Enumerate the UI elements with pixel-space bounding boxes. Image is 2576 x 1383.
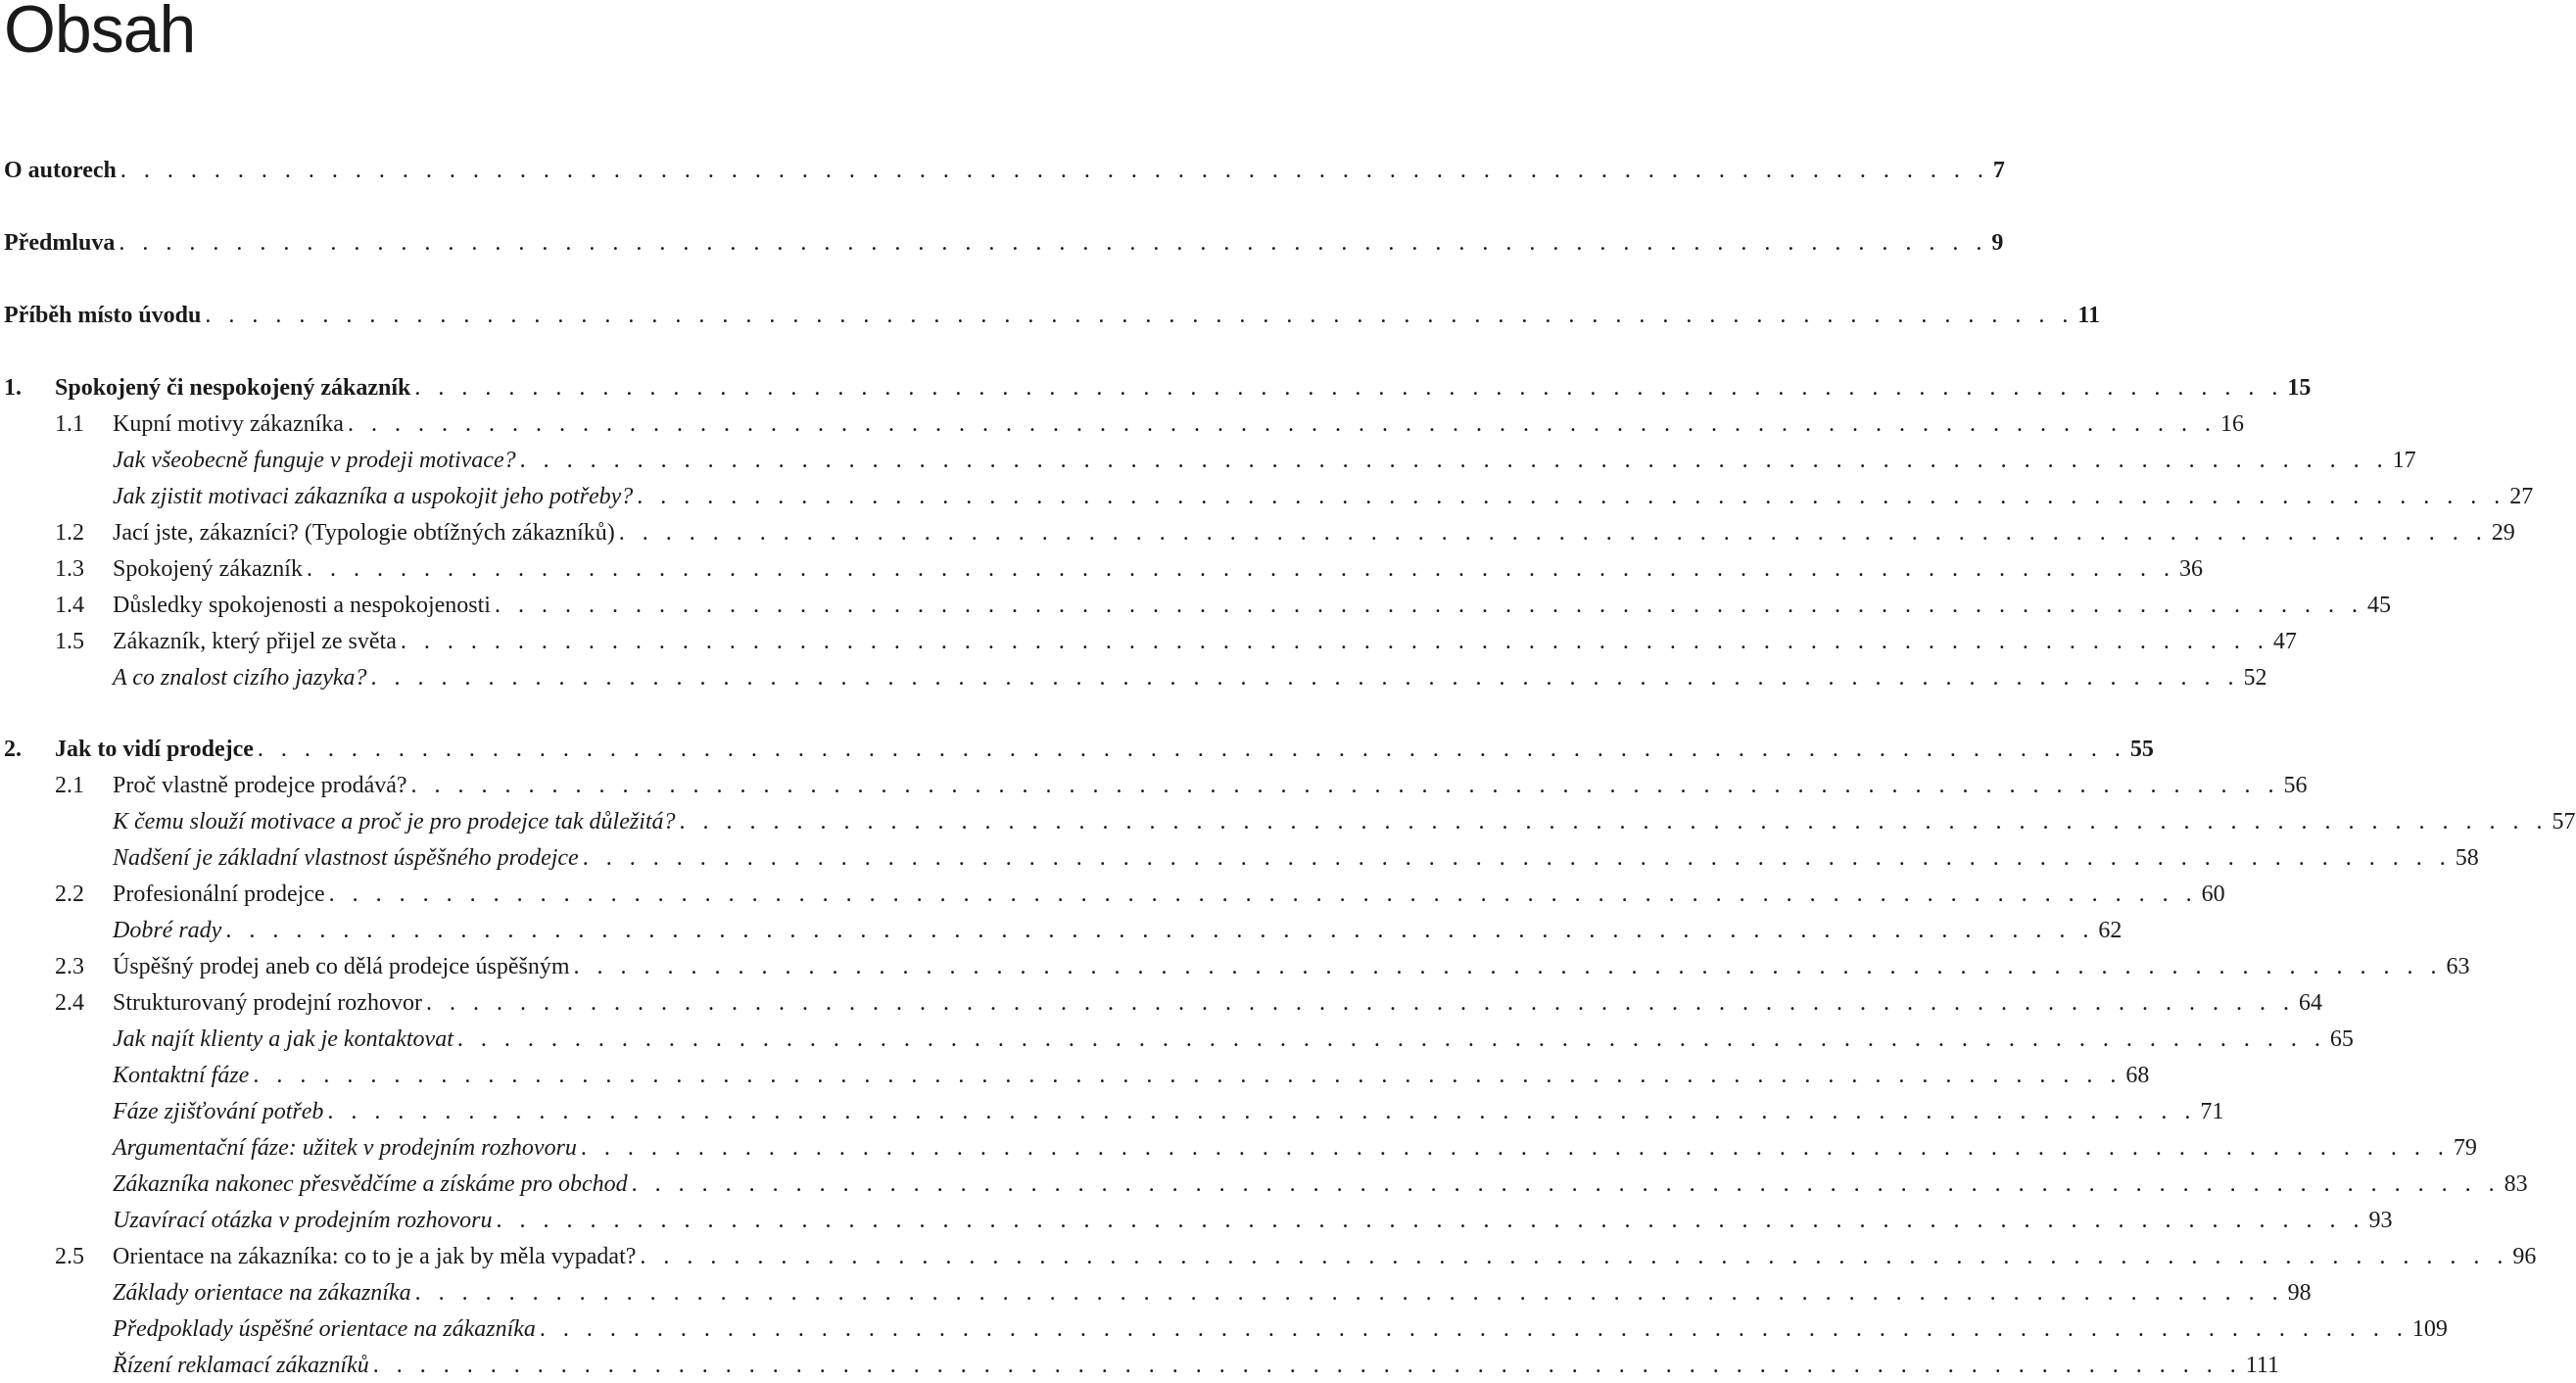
toc-leader: . . . . . . . . . . . . . . . . . . . . . . . . . . . . . . . . . . . . . . . . . . . . . . . . . . . . . . . . . . . . . . . . . . . . . . . . . . . . . . . . xyxy=(582,845,2452,871)
toc-leader: . . . . . . . . . . . . . . . . . . . . . . . . . . . . . . . . . . . . . . . . . . . . . . . . . . . . . . . . . . . . . . . . . . . . . . . . . . . . . . . . xyxy=(253,1063,2123,1088)
toc-leader: . . . . . . . . . . . . . . . . . . . . . . . . . . . . . . . . . . . . . . . . . . . . . . . . . . . . . . . . . . . . . . . . . . . . . . . . . . . . . . . . xyxy=(456,1026,2326,1052)
toc-page-number: 71 xyxy=(2200,1099,2224,1124)
toc-title: Jak zjistit motivaci zákazníka a uspokojit jeho potřeby? xyxy=(113,484,634,509)
toc-title: Důsledky spokojenosti a nespokojenosti xyxy=(113,593,491,618)
toc-title: Jak všeobecně funguje v prodeji motivace? xyxy=(113,448,516,473)
toc-leader: . . . . . . . . . . . . . . . . . . . . . . . . . . . . . . . . . . . . . . . . . . . . . . . . . . . . . . . . . . . . . . . . . . . . . . . . . . . . . . . . xyxy=(370,665,2240,691)
toc-number: 2.5 xyxy=(55,1244,84,1269)
toc-leader: . . . . . . . . . . . . . . . . . . . . . . . . . . . . . . . . . . . . . . . . . . . . . . . . . . . . . . . . . . . . . . . . . . . . . . . . . . . . . . . . xyxy=(119,230,1988,256)
toc-page-number: 7 xyxy=(1992,158,2005,183)
toc-entry-2-4[interactable] xyxy=(4,985,2322,1021)
toc-title: K čemu slouží motivace a proč je pro prodejce tak důležitá? xyxy=(113,809,676,835)
toc-entry-subsection[interactable] xyxy=(4,1203,2393,1238)
toc-page-number: 98 xyxy=(2287,1280,2312,1306)
toc-page-number: 9 xyxy=(1991,230,2004,256)
toc-leader: . . . . . . . . . . . . . . . . . . . . . . . . . . . . . . . . . . . . . . . . . . . . . . . . . . . . . . . . . . . . . . . . . . . . . . . . . . . . . . . . xyxy=(410,773,2280,798)
toc-entry-subsection[interactable] xyxy=(4,1348,2279,1383)
toc-title: Spokojený zákazník xyxy=(113,556,303,582)
toc-title: Fáze zjišťování potřeb xyxy=(113,1099,324,1124)
toc-page-number: 56 xyxy=(2283,773,2308,798)
toc-page-number: 27 xyxy=(2509,484,2534,509)
toc-entry-2-1[interactable] xyxy=(4,768,2308,803)
toc-entry-subsection[interactable] xyxy=(4,1022,2354,1057)
toc-leader: . . . . . . . . . . . . . . . . . . . . . . . . . . . . . . . . . . . . . . . . . . . . . . . . . . . . . . . . . . . . . . . . . . . . . . . . . . . . . . . . xyxy=(119,158,1989,183)
toc-page-number: 29 xyxy=(2491,520,2515,546)
toc-page-number: 93 xyxy=(2368,1208,2393,1233)
toc-entry-subsection[interactable] xyxy=(4,1167,2528,1202)
toc-entry-1-5[interactable] xyxy=(4,624,2297,659)
toc-page-number: 96 xyxy=(2512,1244,2537,1269)
toc-entry-subsection[interactable] xyxy=(4,1130,2477,1166)
toc-title: Zákazník, který přijel ze světa xyxy=(113,629,397,654)
toc-entry-subsection[interactable] xyxy=(4,804,2576,839)
toc-title: Jací jste, zákazníci? (Typologie obtížných zákazníků) xyxy=(113,520,615,546)
toc-title: Základy orientace na zákazníka xyxy=(113,1280,411,1306)
toc-title: Dobré rady xyxy=(113,918,222,943)
toc-leader: . . . . . . . . . . . . . . . . . . . . . . . . . . . . . . . . . . . . . . . . . . . . . . . . . . . . . . . . . . . . . . . . . . . . . . . . . . . . . . . . xyxy=(637,484,2506,509)
toc-number: 2.4 xyxy=(55,990,84,1016)
toc-title: Orientace na zákazníka: co to je a jak by měla vypadat? xyxy=(113,1244,637,1269)
toc-page-number: 15 xyxy=(2287,375,2312,401)
toc-entry-1-3[interactable] xyxy=(4,551,2203,587)
toc-title: Nadšení je základní vlastnost úspěšného prodejce xyxy=(113,845,579,871)
toc-title: Zákazníka nakonec přesvědčíme a získáme pro obchod xyxy=(113,1171,628,1197)
page-title: Obsah xyxy=(4,0,196,67)
toc-leader: . . . . . . . . . . . . . . . . . . . . . . . . . . . . . . . . . . . . . . . . . . . . . . . . . . . . . . . . . . . . . . . . . . . . . . . . . . . . . . . . xyxy=(580,1135,2450,1161)
toc-entry-1-2[interactable] xyxy=(4,515,2515,550)
toc-entry-o-autorech[interactable] xyxy=(4,153,2005,188)
toc-leader: . . . . . . . . . . . . . . . . . . . . . . . . . . . . . . . . . . . . . . . . . . . . . . . . . . . . . . . . . . . . . . . . . . . . . . . . . . . . . . . . xyxy=(640,1244,2509,1269)
toc-number: 2.3 xyxy=(55,954,84,979)
toc-number: 1.4 xyxy=(55,593,84,618)
toc-title: Úspěšný prodej aneb co dělá prodejce úspěšným xyxy=(113,954,570,979)
toc-page-number: 64 xyxy=(2298,990,2322,1016)
toc-entry-2-2[interactable] xyxy=(4,877,2225,912)
toc-leader: . . . . . . . . . . . . . . . . . . . . . . . . . . . . . . . . . . . . . . . . . . . . . . . . . . . . . . . . . . . . . . . . . . . . . . . . . . . . . . . . xyxy=(400,629,2269,654)
toc-page-number: 83 xyxy=(2504,1171,2528,1197)
toc-page-number: 57 xyxy=(2552,809,2576,835)
toc-page-number: 47 xyxy=(2272,629,2297,654)
toc-entry-2-5[interactable] xyxy=(4,1239,2537,1274)
toc-number: 2.2 xyxy=(55,882,84,907)
toc-title: Jak to vidí prodejce xyxy=(55,737,254,762)
toc-page-number: 17 xyxy=(2392,448,2416,473)
toc-title: Proč vlastně prodejce prodává? xyxy=(113,773,407,798)
toc-leader: . . . . . . . . . . . . . . . . . . . . . . . . . . . . . . . . . . . . . . . . . . . . . . . . . . . . . . . . . . . . . . . . . . . . . . . . . . . . . . . . xyxy=(327,1099,2197,1124)
toc-page-number: 68 xyxy=(2125,1063,2150,1088)
toc-page-number: 111 xyxy=(2245,1353,2279,1378)
toc-number: 2.1 xyxy=(55,773,84,798)
toc-leader: . . . . . . . . . . . . . . . . . . . . . . . . . . . . . . . . . . . . . . . . . . . . . . . . . . . . . . . . . . . . . . . . . . . . . . . . . . . . . . . . xyxy=(425,990,2295,1016)
toc-entry-1-4[interactable] xyxy=(4,588,2391,623)
toc-entry-subsection[interactable] xyxy=(4,1311,2448,1347)
toc-page-number: 55 xyxy=(2129,737,2154,762)
toc-page-number: 79 xyxy=(2453,1135,2477,1161)
toc-page-number: 58 xyxy=(2455,845,2479,871)
toc-title: Strukturovaný prodejní rozhovor xyxy=(113,990,422,1016)
toc-title: Řízení reklamací zákazníků xyxy=(113,1353,369,1378)
toc-leader: . . . . . . . . . . . . . . . . . . . . . . . . . . . . . . . . . . . . . . . . . . . . . . . . . . . . . . . . . . . . . . . . . . . . . . . . . . . . . . . . xyxy=(257,737,2126,762)
toc-number: 1. xyxy=(4,375,22,401)
toc-entry-subsection[interactable] xyxy=(4,1058,2150,1093)
toc-leader: . . . . . . . . . . . . . . . . . . . . . . . . . . . . . . . . . . . . . . . . . . . . . . . . . . . . . . . . . . . . . . . . . . . . . . . . . . . . . . . . xyxy=(414,375,2284,401)
toc-entry-subsection[interactable] xyxy=(4,840,2479,876)
toc-leader: . . . . . . . . . . . . . . . . . . . . . . . . . . . . . . . . . . . . . . . . . . . . . . . . . . . . . . . . . . . . . . . . . . . . . . . . . . . . . . . . xyxy=(494,593,2363,618)
toc-entry-subsection[interactable] xyxy=(4,660,2267,695)
toc-leader: . . . . . . . . . . . . . . . . . . . . . . . . . . . . . . . . . . . . . . . . . . . . . . . . . . . . . . . . . . . . . . . . . . . . . . . . . . . . . . . . xyxy=(372,1353,2242,1378)
toc-title: Příběh místo úvodu xyxy=(4,303,202,328)
toc-leader: . . . . . . . . . . . . . . . . . . . . . . . . . . . . . . . . . . . . . . . . . . . . . . . . . . . . . . . . . . . . . . . . . . . . . . . . . . . . . . . . xyxy=(306,556,2175,582)
toc-entry-2-3[interactable] xyxy=(4,949,2470,984)
toc-number: 1.3 xyxy=(55,556,84,582)
toc-page-number: 16 xyxy=(2219,411,2244,437)
toc-number: 1.2 xyxy=(55,520,84,546)
toc-title: Kupní motivy zákazníka xyxy=(113,411,344,437)
toc-page-number: 11 xyxy=(2077,303,2101,328)
toc-title: O autorech xyxy=(4,158,117,183)
toc-entry-chapter-1[interactable] xyxy=(4,370,2312,405)
toc-title: Kontaktní fáze xyxy=(113,1063,250,1088)
toc-leader: . . . . . . . . . . . . . . . . . . . . . . . . . . . . . . . . . . . . . . . . . . . . . . . . . . . . . . . . . . . . . . . . . . . . . . . . . . . . . . . . xyxy=(347,411,2217,437)
toc-title: Uzavírací otázka v prodejním rozhovoru xyxy=(113,1208,493,1233)
toc-entry-predmluva[interactable] xyxy=(4,225,2004,261)
toc-page-number: 63 xyxy=(2446,954,2470,979)
toc-page-number: 109 xyxy=(2411,1316,2448,1342)
toc-page-number: 65 xyxy=(2329,1026,2354,1052)
toc-entry-subsection[interactable] xyxy=(4,443,2416,478)
toc-leader: . . . . . . . . . . . . . . . . . . . . . . . . . . . . . . . . . . . . . . . . . . . . . . . . . . . . . . . . . . . . . . . . . . . . . . . . . . . . . . . . xyxy=(573,954,2443,979)
toc-page-number: 36 xyxy=(2178,556,2203,582)
toc-entry-pribeh[interactable] xyxy=(4,298,2101,333)
toc-entry-subsection[interactable] xyxy=(4,913,2123,948)
toc-number: 2. xyxy=(4,737,22,762)
toc-entry-subsection[interactable] xyxy=(4,479,2534,514)
toc-title: Předmluva xyxy=(4,230,116,256)
toc-leader: . . . . . . . . . . . . . . . . . . . . . . . . . . . . . . . . . . . . . . . . . . . . . . . . . . . . . . . . . . . . . . . . . . . . . . . . . . . . . . . . xyxy=(539,1316,2409,1342)
toc-leader: . . . . . . . . . . . . . . . . . . . . . . . . . . . . . . . . . . . . . . . . . . . . . . . . . . . . . . . . . . . . . . . . . . . . . . . . . . . . . . . . xyxy=(496,1208,2365,1233)
toc-page-number: 60 xyxy=(2201,882,2225,907)
toc-entry-subsection[interactable] xyxy=(4,1275,2312,1311)
toc-title: Spokojený či nespokojený zákazník xyxy=(55,375,411,401)
toc-number: 1.1 xyxy=(55,411,84,437)
toc-title: A co znalost cizího jazyka? xyxy=(113,665,367,691)
toc-leader: . . . . . . . . . . . . . . . . . . . . . . . . . . . . . . . . . . . . . . . . . . . . . . . . . . . . . . . . . . . . . . . . . . . . . . . . . . . . . . . . xyxy=(205,303,2075,328)
toc-leader: . . . . . . . . . . . . . . . . . . . . . . . . . . . . . . . . . . . . . . . . . . . . . . . . . . . . . . . . . . . . . . . . . . . . . . . . . . . . . . . . xyxy=(679,809,2549,835)
toc-leader: . . . . . . . . . . . . . . . . . . . . . . . . . . . . . . . . . . . . . . . . . . . . . . . . . . . . . . . . . . . . . . . . . . . . . . . . . . . . . . . . xyxy=(414,1280,2284,1306)
toc-leader: . . . . . . . . . . . . . . . . . . . . . . . . . . . . . . . . . . . . . . . . . . . . . . . . . . . . . . . . . . . . . . . . . . . . . . . . . . . . . . . . xyxy=(631,1171,2501,1197)
toc-title: Jak najít klienty a jak je kontaktovat xyxy=(113,1026,453,1052)
toc-page-number: 45 xyxy=(2366,593,2391,618)
toc-leader: . . . . . . . . . . . . . . . . . . . . . . . . . . . . . . . . . . . . . . . . . . . . . . . . . . . . . . . . . . . . . . . . . . . . . . . . . . . . . . . . xyxy=(225,918,2095,943)
toc-title: Profesionální prodejce xyxy=(113,882,325,907)
toc-title: Argumentační fáze: užitek v prodejním rozhovoru xyxy=(113,1135,577,1161)
toc-entry-chapter-2[interactable] xyxy=(4,732,2154,767)
toc-leader: . . . . . . . . . . . . . . . . . . . . . . . . . . . . . . . . . . . . . . . . . . . . . . . . . . . . . . . . . . . . . . . . . . . . . . . . . . . . . . . . xyxy=(618,520,2488,546)
toc-entry-subsection[interactable] xyxy=(4,1094,2224,1129)
toc-leader: . . . . . . . . . . . . . . . . . . . . . . . . . . . . . . . . . . . . . . . . . . . . . . . . . . . . . . . . . . . . . . . . . . . . . . . . . . . . . . . . xyxy=(519,448,2389,473)
toc-number: 1.5 xyxy=(55,629,84,654)
toc-page-number: 52 xyxy=(2243,665,2267,691)
toc-title: Předpoklady úspěšné orientace na zákazníka xyxy=(113,1316,536,1342)
toc-entry-1-1[interactable] xyxy=(4,406,2244,442)
toc-page-number: 62 xyxy=(2098,918,2123,943)
toc-leader: . . . . . . . . . . . . . . . . . . . . . . . . . . . . . . . . . . . . . . . . . . . . . . . . . . . . . . . . . . . . . . . . . . . . . . . . . . . . . . . . xyxy=(328,882,2198,907)
